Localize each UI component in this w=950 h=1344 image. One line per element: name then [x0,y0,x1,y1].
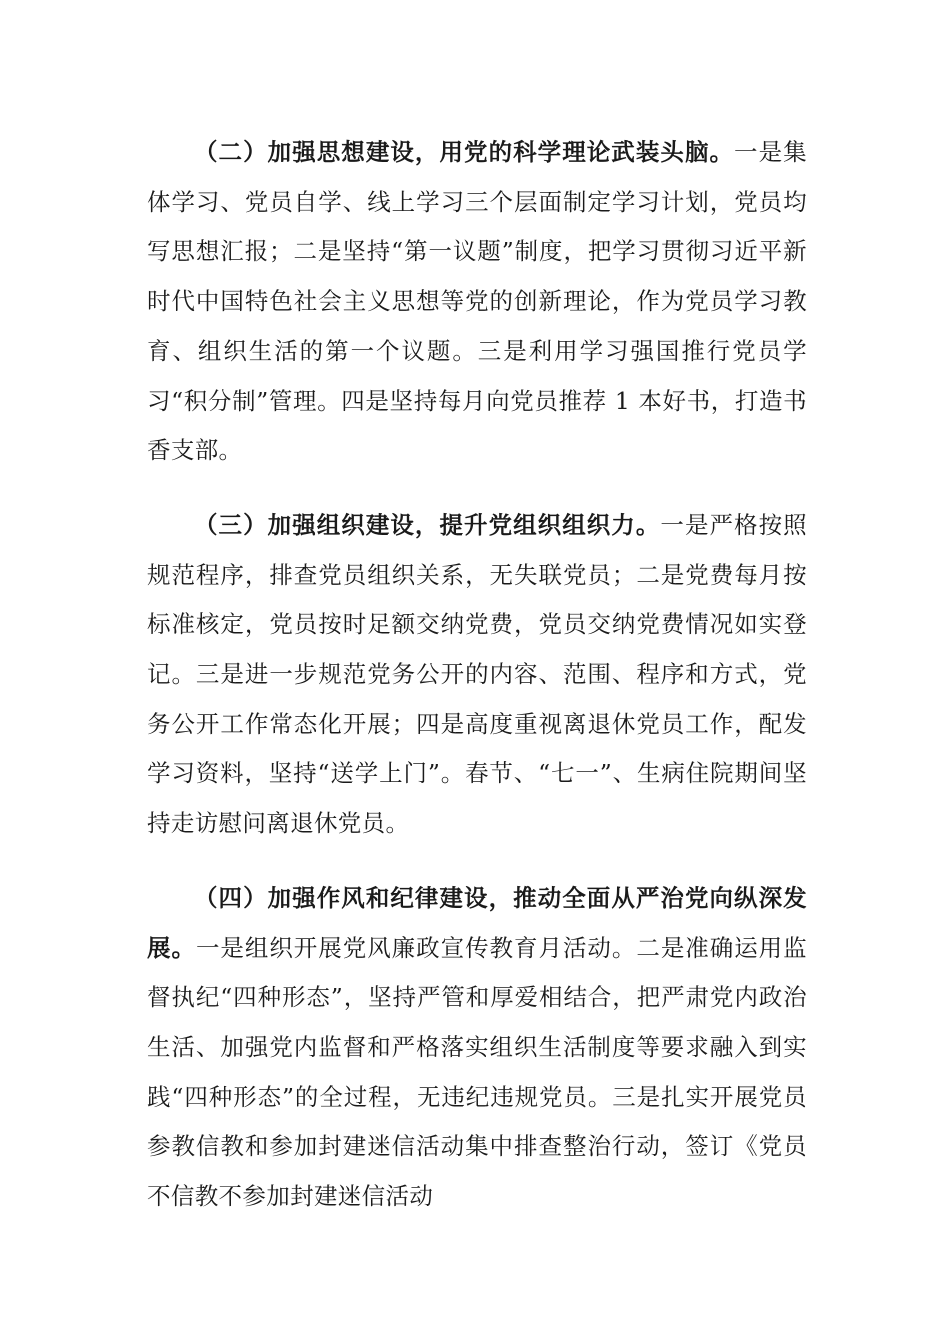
paragraph-body: 一是严格按照规范程序，排查党员组织关系，无失联党员；二是党费每月按标准核定，党员按时足额交纳党费，党员交纳党费情况如实登记。三是进一步规范党务公开的内容、范围、程序和方式，党务公开工作常态化开展；四是高度重视离退休党员工作，配发学习资料，坚持“送学上门”。春节、“七一”、生病住院期间坚持走访慰问离退休党员。 [147,510,807,838]
paragraph-body: 一是组织开展党风廉政宣传教育月活动。二是准确运用监督执纪“四种形态”，坚持严管和厚爱相结合，把严肃党内政治生活、加强党内监督和严格落实组织生活制度等要求融入到实践“四种形态”的全过程，无违纪违规党员。三是扎实开展党员参教信教和参加封建迷信活动集中排查整治行动，签订《党员不信教不参加封建迷信活动 [147,933,807,1211]
paragraph-body: 一是集体学习、党员自学、线上学习三个层面制定学习计划，党员均写思想汇报；二是坚持“第一议题”制度，把学习贯彻习近平新时代中国特色社会主义思想等党的创新理论，作为党员学习教育、组织生活的第一个议题。三是利用学习强国推行党员学习“积分制”管理。四是坚持每月向党员推荐 1 本好书，打造书香支部。 [147,138,807,465]
paragraph-discipline-building [147,874,807,1222]
paragraph-organizational-building [147,501,807,849]
paragraph-heading: （四）加强作风和纪律建设，推动全面从严治党向纵深发展。 [147,883,807,962]
paragraph-heading: （三）加强组织建设，提升党组织组织力。 [194,510,661,539]
document-page [147,128,807,1247]
paragraph-ideological-building [147,128,807,476]
paragraph-heading: （二）加强思想建设，用党的科学理论武装头脑。 [194,138,735,166]
